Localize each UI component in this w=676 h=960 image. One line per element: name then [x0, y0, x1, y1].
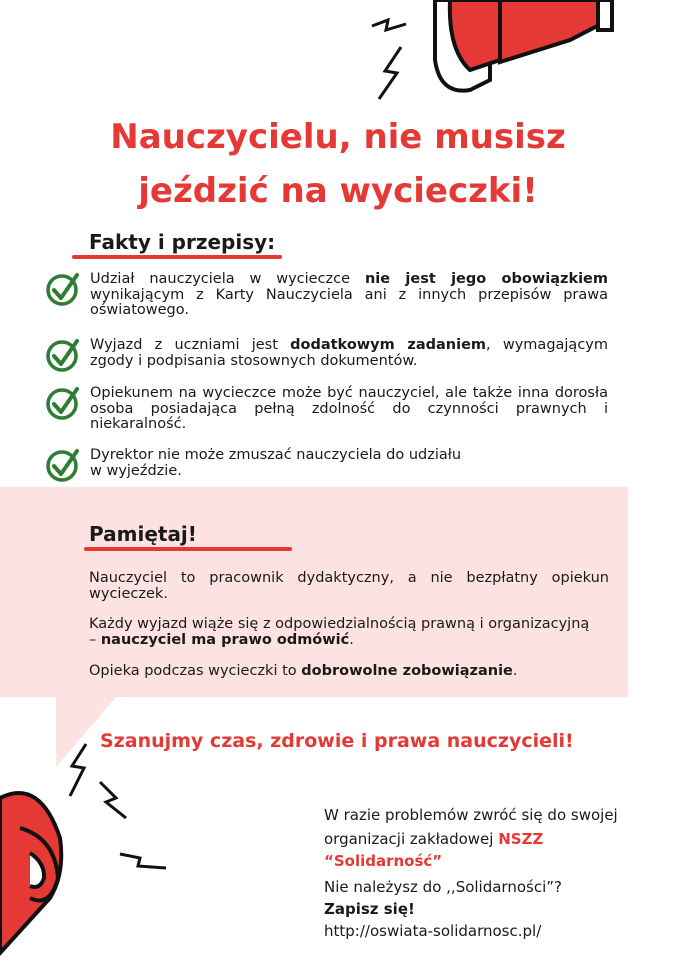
remember-paragraph-1: Nauczyciel to pracownik dydaktyczny, a nie bezpłatny opiekun wycieczek. — [89, 570, 609, 602]
website-link[interactable]: http://oswiata-solidarnosc.pl/ — [324, 922, 542, 940]
lightning-icon — [370, 18, 410, 40]
check-icon — [46, 338, 80, 372]
lightning-icon — [118, 850, 168, 870]
fact-text: Opiekunem na wycieczce może być nauczyciel, ale także inna dorosła osoba posiadająca pełną zdolność do czynności prawnych i niekaralność. — [90, 385, 608, 432]
facts-heading: Fakty i przepisy: — [89, 230, 276, 254]
page-title-line1: Nauczycielu, nie musisz — [110, 117, 566, 157]
remember-heading-underline — [84, 547, 292, 551]
fact-text: Dyrektor nie może zmuszać nauczyciela do udziału w wyjeździe. — [90, 447, 462, 479]
remember-paragraph-2: Każdy wyjazd wiąże się z odpowiedzialnością prawną i organizacyjną – nauczyciel ma prawo odmówić. — [89, 616, 590, 648]
contact-line-1: W razie problemów zwróć się do swojej — [324, 806, 618, 824]
remember-paragraph-3: Opieka podczas wycieczki to dobrowolne zobowiązanie. — [89, 663, 518, 679]
fact-item — [46, 338, 608, 372]
lightning-icon — [96, 780, 130, 820]
contact-question: Nie należysz do ,,Solidarności”? — [324, 878, 562, 896]
fact-text: Wyjazd z uczniami jest dodatkowym zadaniem, wymagającym zgody i podpisania stosownych dokumentów. — [90, 337, 608, 369]
slogan: Szanujmy czas, zdrowie i prawa nauczycieli! — [100, 730, 574, 752]
lightning-icon — [375, 45, 407, 101]
signup-cta: Zapisz się! — [324, 900, 415, 918]
lightning-icon — [64, 742, 92, 798]
check-icon — [46, 272, 80, 306]
union-name: NSZZ “Solidarność” — [324, 830, 544, 870]
fact-text: Udział nauczyciela w wycieczce nie jest jego obowiązkiem wynikającym z Karty Nauczyciela ani z innych przepisów prawa oświatowego. — [90, 271, 608, 318]
fact-item — [46, 272, 608, 319]
check-icon — [46, 448, 80, 482]
check-icon — [46, 386, 80, 420]
remember-heading: Pamiętaj! — [89, 522, 197, 546]
page-title-line2: jeździć na wycieczki! — [138, 171, 538, 211]
fact-item — [46, 448, 608, 482]
facts-heading-underline — [72, 255, 282, 259]
fact-item — [46, 386, 608, 433]
contact-line-2: organizacji zakładowej NSZZ “Solidarność” — [324, 830, 544, 870]
